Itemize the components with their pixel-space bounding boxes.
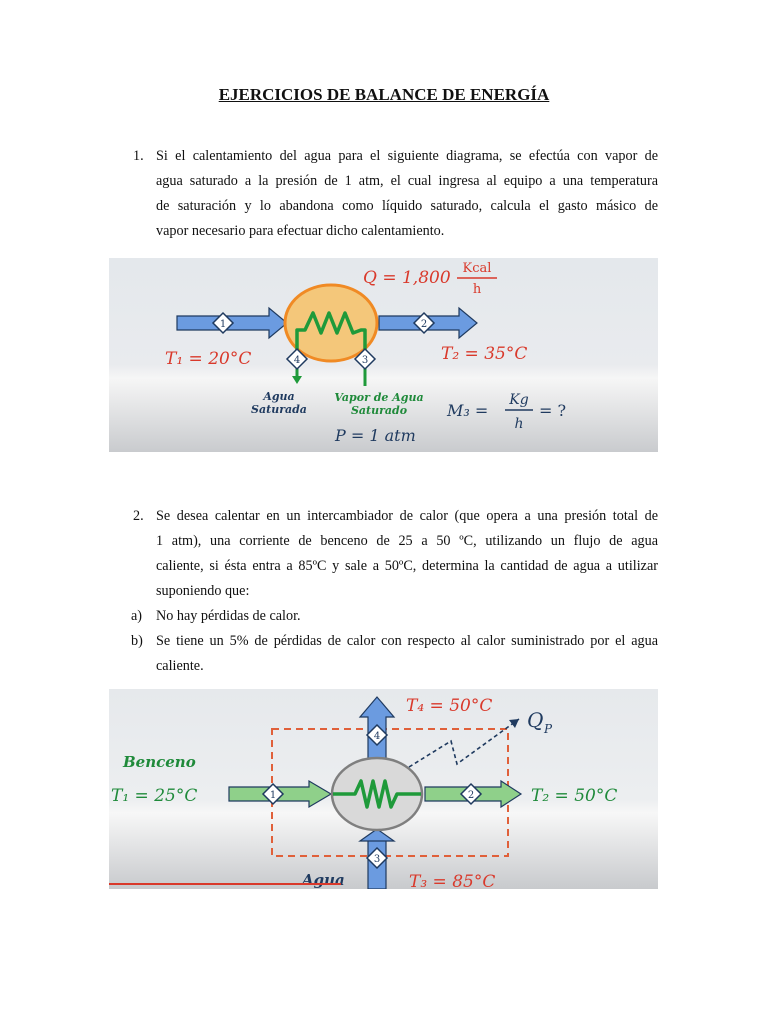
stream-3-label: 3: [373, 854, 381, 865]
steam-mass-flow-label: M₃ =: [447, 401, 489, 420]
exercise-1-number: 1.: [133, 148, 144, 164]
item-b-line: Se tiene un 5% de pérdidas de calor con respecto al calor suministrado por el agua: [156, 633, 658, 649]
stream-4-label: 4: [373, 731, 381, 742]
t4-label: T₄ = 50°C: [406, 696, 493, 716]
exercise-2-text: [156, 504, 658, 604]
saturated-water-label-line2: Saturada: [251, 403, 307, 416]
item-a-line: No hay pérdidas de calor.: [156, 608, 301, 624]
item-a-text: [156, 604, 658, 629]
page-title: EJERCICIOS DE BALANCE DE ENERGÍA: [218, 85, 550, 104]
heater-vessel: [285, 285, 377, 361]
heat-duty-label: Q = 1,800: [363, 268, 451, 288]
exercise-1-text: [156, 144, 658, 244]
stream-1-label: 1: [269, 790, 277, 801]
t2-label: T₂ = 35°C: [441, 344, 528, 364]
exercise-2-line: suponiendo que:: [156, 583, 250, 599]
heat-loss-subscript: P: [544, 722, 553, 736]
stream-2-label: 2: [420, 319, 428, 330]
stream-1-label: 1: [219, 319, 227, 330]
steam-mass-flow-unit-numerator: Kg: [509, 392, 529, 408]
saturated-water-label-line1: Agua: [263, 390, 295, 403]
exercise-1-line: vapor necesario para efectuar dicho calentamiento.: [156, 223, 445, 239]
item-b-text: [156, 629, 658, 679]
saturated-steam-label-line1: Vapor de Agua: [334, 391, 424, 404]
exercise-2-line: Se desea calentar en un intercambiador de calor (que opera a una presión total de: [156, 508, 658, 524]
item-b-line: caliente.: [156, 658, 204, 674]
pressure-label: P = 1 atm: [335, 426, 416, 445]
exercise-1-line: agua saturado a la presión de 1 atm, el cual ingresa al equipo a una temperatura: [156, 173, 658, 189]
exercise-2-line: caliente, si ésta entra a 85ºC y sale a 50ºC, determina la cantidad de agua a utilizar: [156, 558, 658, 574]
stream-2-label: 2: [467, 790, 475, 801]
steam-mass-flow-question: = ?: [539, 401, 567, 420]
heat-loss-label: Q: [527, 708, 544, 732]
stream-3-label: 3: [361, 355, 369, 366]
t1-label: T₁ = 25°C: [111, 786, 198, 806]
item-b-label: b): [131, 633, 143, 649]
exercise-2-line: 1 atm), una corriente de benceno de 25 a 50 ºC, utilizando un flujo de agua: [156, 533, 658, 549]
heat-duty-unit-numerator: Kcal: [462, 261, 492, 276]
exercise-1-line: de saturación y lo abandona como líquido saturado, calcula el gasto másico de: [156, 198, 658, 214]
steam-mass-flow-unit-denominator: h: [514, 416, 524, 432]
benzene-label: Benceno: [123, 753, 196, 771]
water-label: Agua: [302, 871, 345, 889]
t1-label: T₁ = 20°C: [165, 349, 252, 369]
figure-1-diagram: [109, 258, 658, 452]
exercise-2-number: 2.: [133, 508, 144, 524]
stream-4-label: 4: [293, 355, 301, 366]
exercise-1-line: Si el calentamiento del agua para el siguiente diagrama, se efectúa con vapor de: [156, 148, 658, 164]
item-a-label: a): [131, 608, 143, 624]
saturated-steam-label-line2: Saturado: [350, 404, 408, 417]
figure-2-diagram: [109, 689, 658, 889]
heat-duty-unit-denominator: h: [472, 282, 482, 297]
t2-label: T₂ = 50°C: [531, 786, 618, 806]
t3-label: T₃ = 85°C: [409, 872, 496, 889]
